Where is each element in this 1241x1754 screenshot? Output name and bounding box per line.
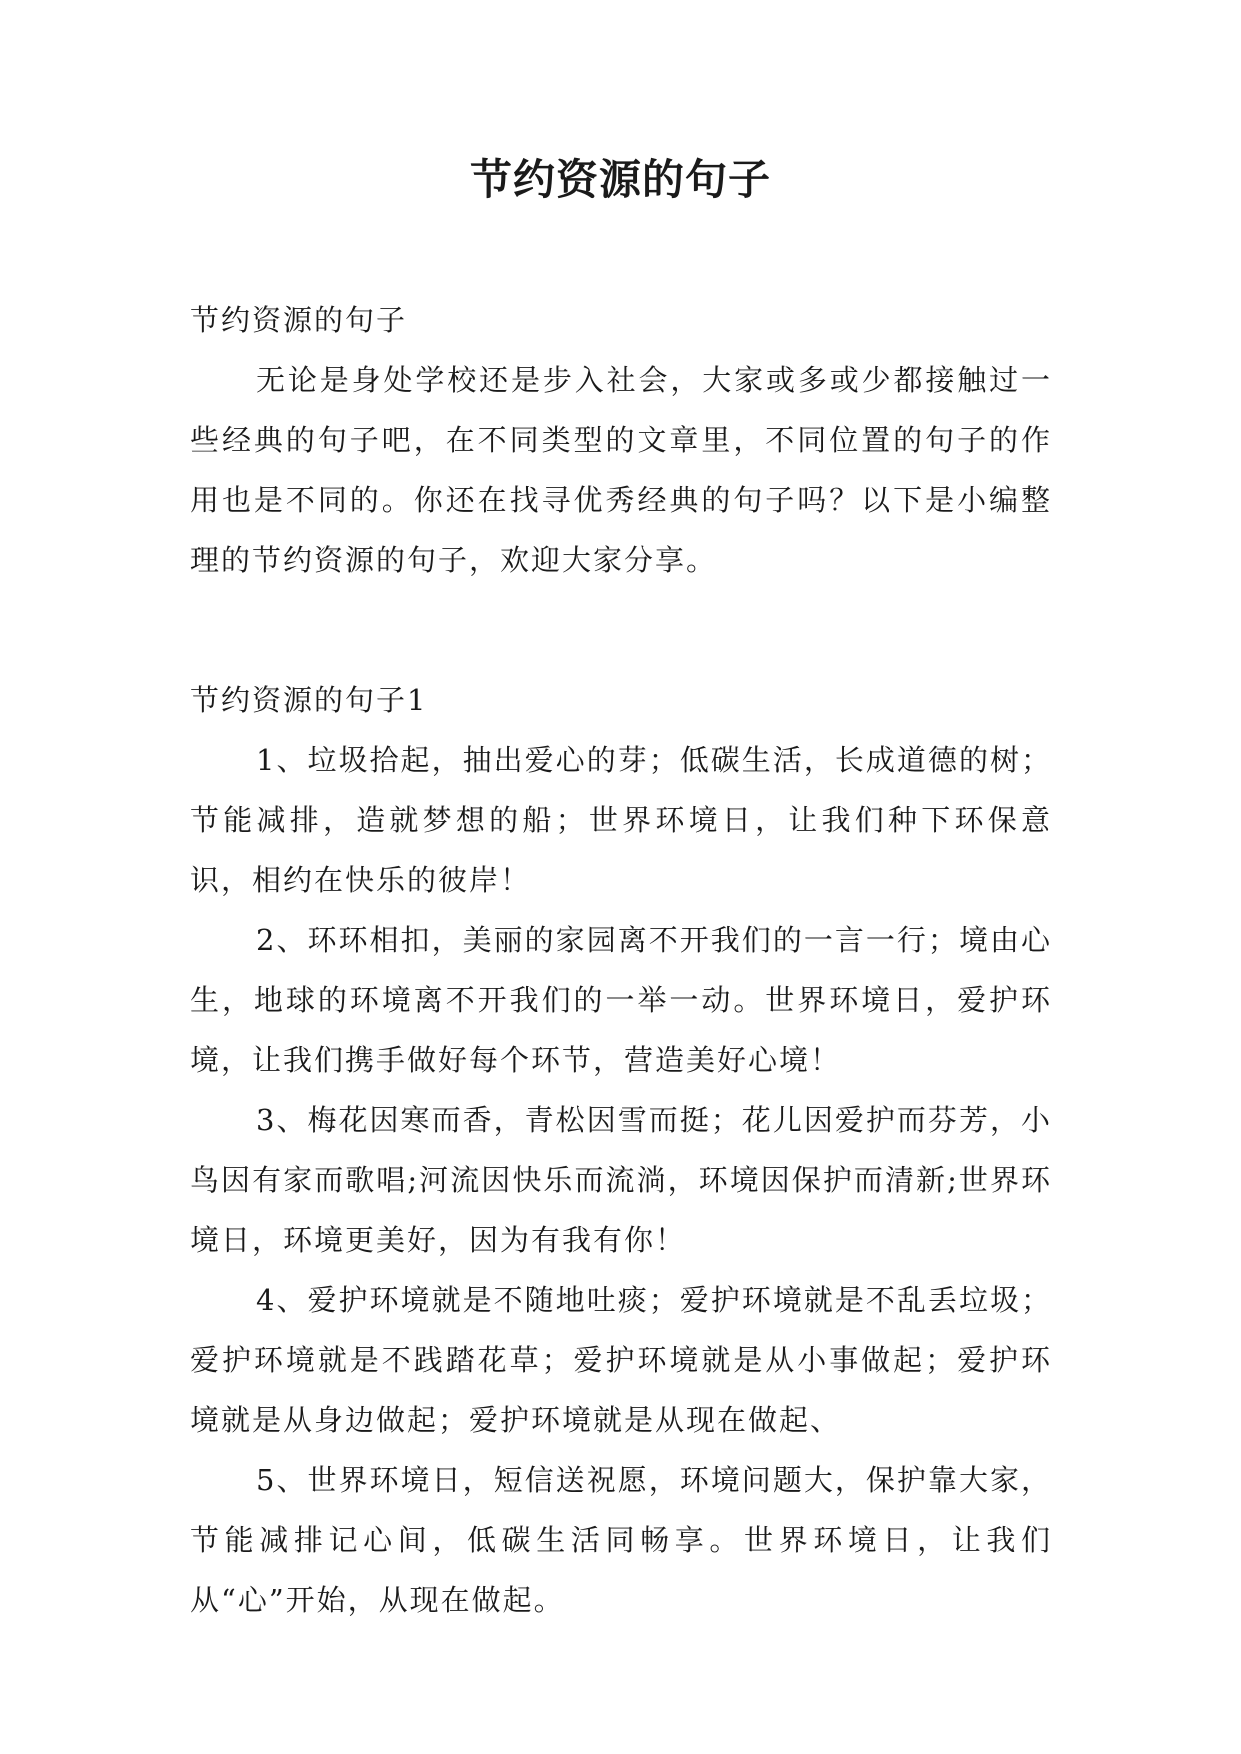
section-heading: 节约资源的句子1 [190,683,428,717]
list-item: 2、环环相扣，美丽的家园离不开我们的一言一行；境由心生，地球的环境离不开我们的一举一动。世界环境日，爱护环境，让我们携手做好每个环节，营造美好心境！ [190,923,1052,1077]
section-spacer [190,590,1052,670]
list-item: 5、世界环境日，短信送祝愿，环境问题大，保护靠大家，节能减排记心间，低碳生活同畅享。世界环境日，让我们从“心”开始，从现在做起。 [190,1463,1052,1617]
list-item: 4、爱护环境就是不随地吐痰；爱护环境就是不乱丢垃圾；爱护环境就是不践踏花草；爱护环境就是从小事做起；爱护环境就是从身边做起；爱护环境就是从现在做起、 [190,1283,1052,1437]
subtitle-line: 节约资源的句子 [190,303,408,337]
intro-paragraph: 无论是身处学校还是步入社会，大家或多或少都接触过一些经典的句子吧，在不同类型的文章里，不同位置的句子的作用也是不同的。你还在找寻优秀经典的句子吗？以下是小编整理的节约资源的句子，欢迎大家分享。 [190,363,1052,577]
list-item: 1、垃圾拾起，抽出爱心的芽；低碳生活，长成道德的树；节能减排，造就梦想的船；世界环境日，让我们种下环保意识，相约在快乐的彼岸！ [190,743,1052,897]
list-item: 3、梅花因寒而香，青松因雪而挺；花儿因爱护而芬芳，小鸟因有家而歌唱;河流因快乐而流淌，环境因保护而清新;世界环境日，环境更美好，因为有我有你！ [190,1103,1052,1257]
document-body [190,290,1052,1630]
page-title: 节约资源的句子 [469,155,771,204]
